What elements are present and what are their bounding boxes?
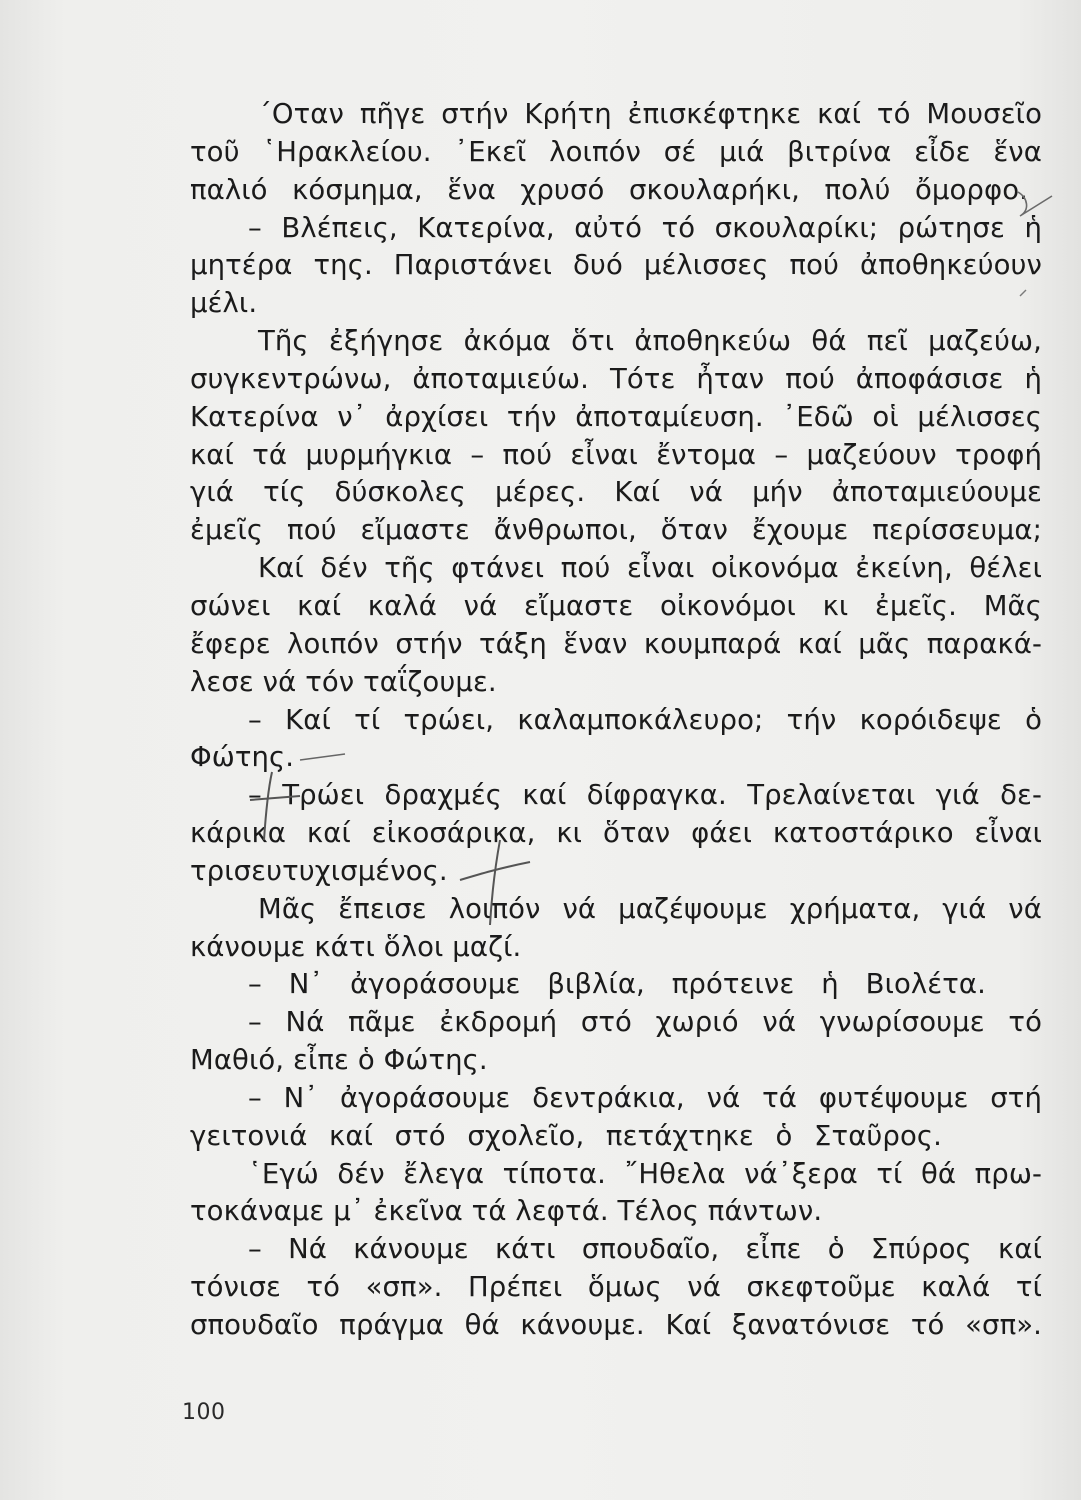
text-line: καί τά μυρμήγκια – πού εἶναι ἔντομα – μαζεύουν τροφή — [190, 438, 1042, 471]
body-text — [190, 96, 1042, 1345]
text-line: συγκεντρώνω, ἀποταμιεύω. Τότε ἦταν πού ἀποφάσισε ἡ — [190, 362, 1042, 395]
text-line: τρισευτυχισμένος. — [190, 854, 448, 887]
text-line: – Καί τί τρώει, καλαμποκάλευρο; τήν κορόιδεψε ὁ — [248, 703, 1042, 736]
text-line: τοκάναμε μ᾿ ἐκεῖνα τά λεφτά. Τέλος πάντων. — [190, 1195, 823, 1228]
page-number: 100 — [182, 1400, 226, 1425]
text-line: μέλι. — [190, 287, 258, 320]
text-line: – Ν᾿ ἀγοράσουμε βιβλία, πρότεινε ἡ Βιολέτα. — [248, 968, 986, 1001]
text-line: γιά τίς δύσκολες μέρες. Καί νά μήν ἀποταμιεύουμε — [190, 476, 1042, 509]
text-line: κάνουμε κάτι ὅλοι μαζί. — [190, 930, 522, 963]
text-line: ῾Εγώ δέν ἔλεγα τίποτα. ῎Ηθελα νά᾿ξερα τί θά πρω- — [248, 1157, 1042, 1190]
text-line: Καί δέν τῆς φτάνει πού εἶναι οἰκονόμα ἐκείνη, θέλει — [258, 552, 1042, 585]
text-line: Τῆς ἐξήγησε ἀκόμα ὅτι ἀποθηκεύω θά πεῖ μαζεύω, — [258, 325, 1042, 358]
text-line: Κατερίνα ν᾿ ἀρχίσει τήν ἀποταμίευση. ᾿Εδῶ οἱ μέλισσες — [190, 400, 1042, 433]
text-line: τοῦ ῾Ηρακλείου. ᾿Εκεῖ λοιπόν σέ μιά βιτρίνα εἶδε ἕνα — [190, 135, 1042, 168]
text-line: γειτονιά καί στό σχολεῖο, πετάχτηκε ὁ Σταῦρος. — [190, 1119, 942, 1152]
text-line: ἔφερε λοιπόν στήν τάξη ἕναν κουμπαρά καί μᾶς παρακά- — [190, 627, 1042, 660]
text-line: – Νά κάνουμε κάτι σπουδαῖο, εἶπε ὁ Σπύρος καί — [248, 1233, 1042, 1266]
text-line: – Τρώει δραχμές καί δίφραγκα. Τρελαίνεται γιά δε- — [248, 779, 1042, 812]
text-line: παλιό κόσμημα, ἕνα χρυσό σκουλαρήκι, πολύ ὄμορφο. — [190, 173, 1028, 206]
text-line: – Βλέπεις, Κατερίνα, αὐτό τό σκουλαρίκι; ρώτησε ἡ — [248, 211, 1042, 244]
text-line: σώνει καί καλά νά εἴμαστε οἰκονόμοι κι ἐμεῖς. Μᾶς — [190, 589, 1042, 622]
text-line: κάρικα καί εἰκοσάρικα, κι ὅταν φάει κατοστάρικο εἶναι — [190, 817, 1042, 850]
text-line: – Ν᾿ ἀγοράσουμε δεντράκια, νά τά φυτέψουμε στή — [248, 1081, 1042, 1114]
text-line: ἐμεῖς πού εἴμαστε ἄνθρωποι, ὅταν ἔχουμε περίσσευμα; — [190, 514, 1042, 547]
text-line: λεσε νά τόν ταΐζουμε. — [190, 665, 497, 698]
text-line: σπουδαῖο πράγμα θά κάνουμε. Καί ξανατόνισε τό «σπ». — [190, 1309, 1042, 1341]
text-line: τόνισε τό «σπ». Πρέπει ὅμως νά σκεφτοῦμε καλά τί — [190, 1271, 1042, 1304]
text-line: Μαθιό, εἶπε ὁ Φώτης. — [190, 1044, 488, 1077]
text-line: – Νά πᾶμε ἐκδρομή στό χωριό νά γνωρίσουμε τό — [248, 1006, 1042, 1039]
text-line: Φώτης. — [190, 741, 295, 774]
text-line: μητέρα της. Παριστάνει δυό μέλισσες πού ἀποθηκεύουν — [190, 249, 1042, 282]
text-line: Μᾶς ἔπεισε λοιπόν νά μαζέψουμε χρήματα, γιά νά — [258, 892, 1042, 925]
text-line: ΄Οταν πῆγε στήν Κρήτη ἐπισκέφτηκε καί τό Μουσεῖο — [258, 98, 1042, 130]
